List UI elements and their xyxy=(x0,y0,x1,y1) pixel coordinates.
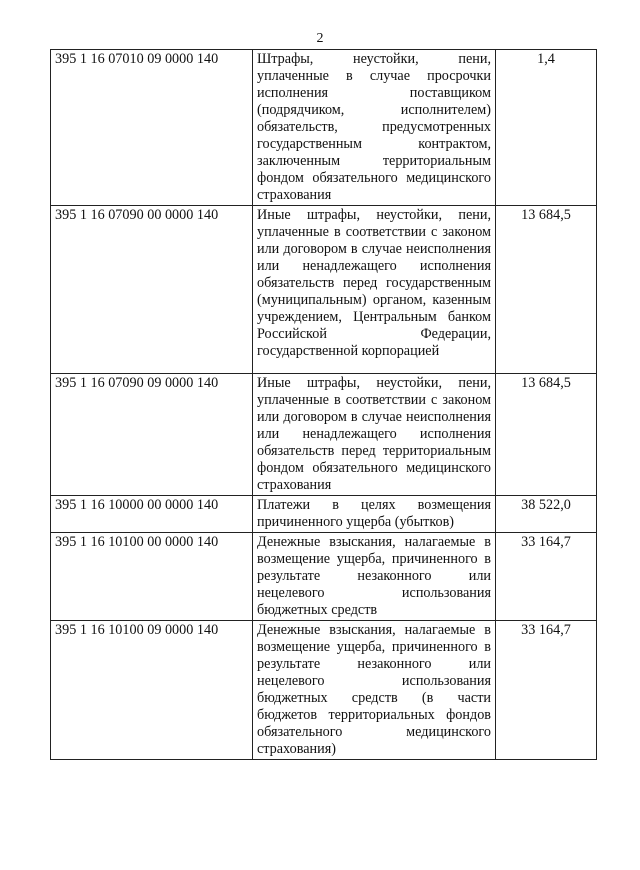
budget-code-cell: 395 1 16 10000 00 0000 140 xyxy=(51,496,253,533)
page-number: 2 xyxy=(316,31,324,46)
budget-code-cell: 395 1 16 07090 00 0000 140 xyxy=(51,206,253,374)
table-row xyxy=(51,621,597,760)
table-row xyxy=(51,206,597,374)
amount-cell: 33 164,7 xyxy=(496,533,597,621)
table-row xyxy=(51,50,597,206)
table-row xyxy=(51,496,597,533)
description-cell: Денежные взыскания, налагаемые в возмещение ущерба, причиненного в результате незаконного или нецелевого использования бюджетных средств (в части бюджетов территориальных фондов обязательного медицинского страхования) xyxy=(253,621,496,760)
amount-cell: 13 684,5 xyxy=(496,374,597,496)
description-cell: Иные штрафы, неустойки, пени, уплаченные в соответствии с законом или договором в случае неисполнения или ненадлежащего исполнения обязательств перед территориальным фондом обязательного медицинского страхования xyxy=(253,374,496,496)
budget-revenue-table xyxy=(50,49,597,760)
budget-code-cell: 395 1 16 07090 09 0000 140 xyxy=(51,374,253,496)
amount-cell: 38 522,0 xyxy=(496,496,597,533)
description-cell: Денежные взыскания, налагаемые в возмещение ущерба, причиненного в результате незаконного или нецелевого использования бюджетных средств xyxy=(253,533,496,621)
budget-code-cell: 395 1 16 10100 00 0000 140 xyxy=(51,533,253,621)
amount-cell: 13 684,5 xyxy=(496,206,597,374)
description-cell: Иные штрафы, неустойки, пени, уплаченные в соответствии с законом или договором в случае неисполнения или ненадлежащего исполнения обязательств перед государственным (муниципальным) органом, казенным учреждением, Центральным банком Российской Федерации, государственной корпорацией xyxy=(253,206,496,374)
budget-code-cell: 395 1 16 07010 09 0000 140 xyxy=(51,50,253,206)
description-cell: Платежи в целях возмещения причиненного ущерба (убытков) xyxy=(253,496,496,533)
table-row xyxy=(51,374,597,496)
amount-cell: 1,4 xyxy=(496,50,597,206)
description-cell: Штрафы, неустойки, пени, уплаченные в случае просрочки исполнения поставщиком (подрядчиком, исполнителем) обязательств, предусмотренных государственным контрактом, заключенным территориальным фондом обязательного медицинского страхования xyxy=(253,50,496,206)
budget-code-cell: 395 1 16 10100 09 0000 140 xyxy=(51,621,253,760)
table-row xyxy=(51,533,597,621)
amount-cell: 33 164,7 xyxy=(496,621,597,760)
